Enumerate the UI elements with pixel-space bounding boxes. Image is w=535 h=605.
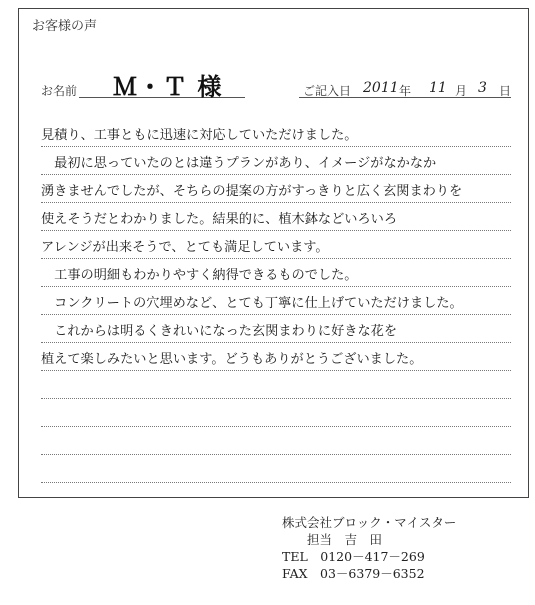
date-label: ご記入日 — [303, 84, 352, 98]
staff-name: 担当 吉 田 — [282, 532, 383, 547]
message-line: 使えそうだとわかりました。結果的に、植木鉢などいろいろ — [41, 203, 511, 231]
fax-number: FAX 03－6379－6352 — [282, 566, 425, 581]
phone-number: TEL 0120－417－269 — [282, 549, 425, 564]
name-date-row — [41, 71, 511, 99]
customer-name: Ｍ・Ｔ 様 — [113, 73, 223, 101]
message-line: アレンジが出来そうで、とても満足しています。 — [41, 231, 511, 259]
date-day: 3 — [478, 80, 487, 96]
company-name: 株式会社ブロック・マイスター — [282, 515, 457, 530]
message-line: 工事の明細もわかりやすく納得できるものでした。 — [41, 259, 511, 287]
customer-voice-card — [18, 8, 529, 498]
message-line: 最初に思っていたのとは違うプランがあり、イメージがなかなか — [41, 147, 511, 175]
message-line: これからは明るくきれいになった玄関まわりに好きな花を — [41, 315, 511, 343]
message-line — [41, 427, 511, 455]
name-label: お名前 — [41, 84, 78, 98]
message-line: 見積り、工事ともに迅速に対応していただけました。 — [41, 119, 511, 147]
message-line — [41, 455, 511, 483]
message-line: 湧きませんでしたが、そちらの提案の方がすっきりと広く玄関まわりを — [41, 175, 511, 203]
message-line — [41, 371, 511, 399]
form-title: お客様の声 — [32, 19, 98, 34]
handwritten-message — [41, 119, 511, 483]
date-month: 11 — [429, 80, 447, 96]
date-year: 2011 — [363, 80, 399, 96]
message-line — [41, 399, 511, 427]
message-line: コンクリートの穴埋めなど、とても丁寧に仕上げていただけました。 — [41, 287, 511, 315]
company-contact — [282, 514, 456, 582]
date-day-unit: 日 — [499, 84, 512, 98]
date-month-unit: 月 — [455, 84, 468, 98]
date-year-unit: 年 — [399, 84, 412, 98]
message-line: 植えて楽しみたいと思います。どうもありがとうございました。 — [41, 343, 511, 371]
